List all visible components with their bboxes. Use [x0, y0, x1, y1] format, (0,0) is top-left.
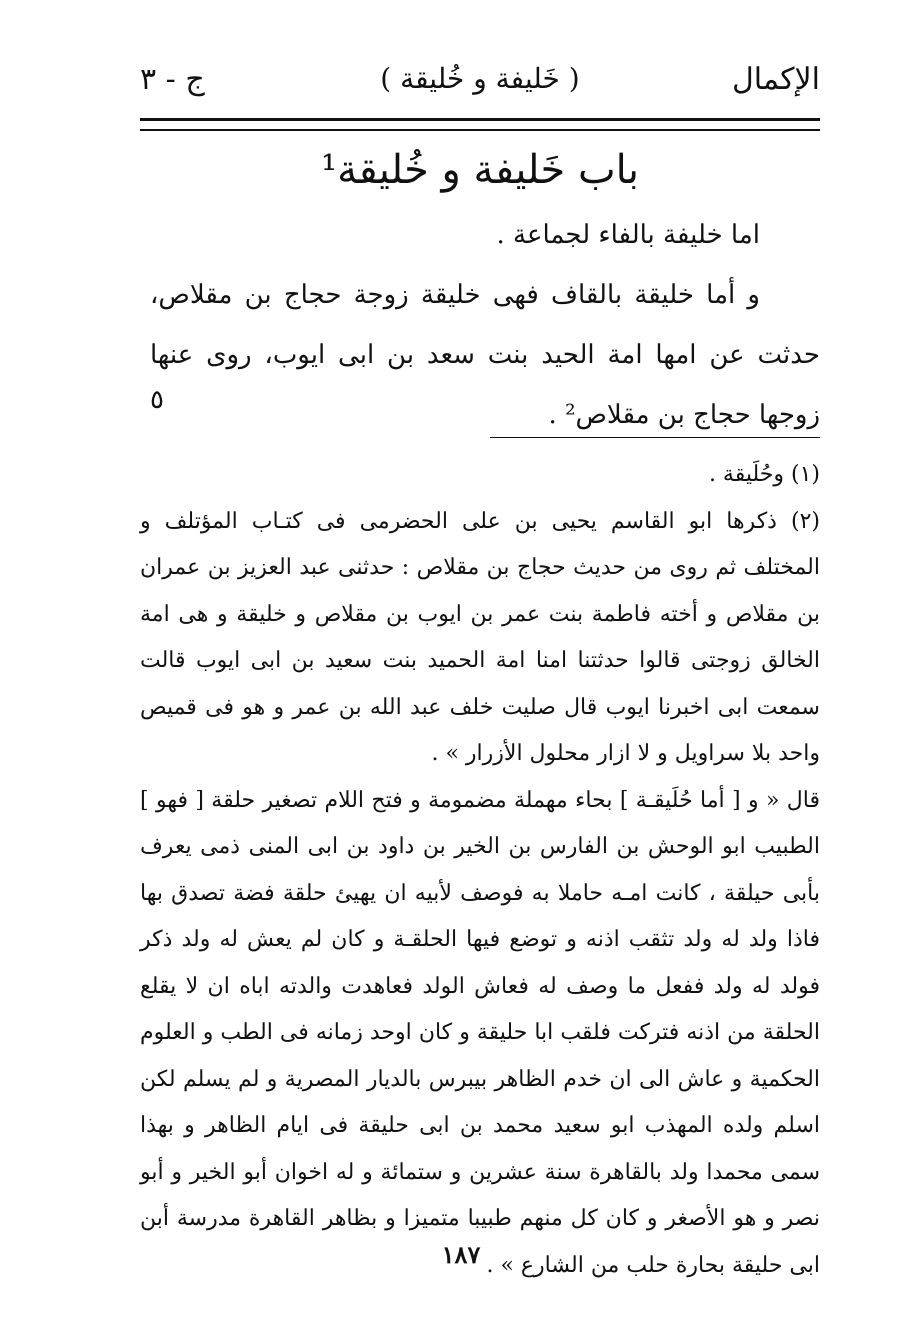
- footnote-2-continued: قال « و [ أما حُلَيقـة ] بحاء مهملة مضمومة و فتح اللام تصغير حلقة [ فهو ] الطبيب ابو الوحش بن الفارس بن الخير بن داود بن ابى المنى ذمى يعرف بأبى حيلقة ، كانت امـه حاملا به فوصف لأبيه ان يهيئ حلقة فضة تصدق بها فاذا ولد له ولد تثقب اذنه و توضع فيها الحلقـة و كان لم يعش له ولد ذكر فولد له ولد ففعل ما وصف له فعاش الولد فعاهدت والدته اباه ان لا يقلع الحلقة من اذنه فتركت فلقب ابا حليقة و كان اوحد زمانه فى الطب و العلوم الحكمية و عاش الى ان خدم الظاهر بيبرس بالديار المصرية و لم يسلم لكن اسلم ولده المهذب ابو سعيد محمد بن ابى حليقة فى ايام الظاهر و بهذا سمى محمدا ولد بالقاهرة سنة عشرين و ستمائة و له اخوان أبو الخير و أبو نصر و هو الأصغر و كان كل منهم طبيبا متميزا و بظاهر القاهرة مدرسة أبن ابى حليقة بحارة حلب من الشارع » .: [140, 787, 820, 1278]
- chapter-title: باب خَليفة و خُليقة¹: [321, 147, 639, 193]
- footnote-1: (١) وحُلَيقة .: [708, 462, 820, 487]
- volume-label: ج - ٣: [140, 62, 205, 97]
- footnotes: [140, 452, 820, 1289]
- main-text: [150, 205, 820, 445]
- margin-line-number: ٥: [150, 385, 164, 415]
- book-title: الإكمال: [731, 62, 820, 97]
- main-paragraph-2: و أما خليقة بالقاف فهى خليقة زوجة حجاج بن مقلاص، حدثت عن امها امة الحيد بنت سعد بن ابى ايوب، روى عنها زوجها حجاج بن مقلاص² .: [150, 280, 820, 430]
- main-paragraph-1: اما خليفة بالفاء لجماعة .: [496, 220, 760, 250]
- header-rule: [140, 118, 820, 131]
- running-header: [140, 62, 820, 112]
- footnote-separator: [490, 437, 820, 438]
- page-number: ١٨٧: [441, 1240, 481, 1269]
- footnote-2: (٢) ذكرها ابو القاسم يحيى بن على الحضرمى فى كتـاب المؤتلف و المختلف ثم روى من حديث حجاج بن مقلاص : حدثنى عبد العزيز بن عمران بن مقلاص و أخته فاطمة بنت عمر بن ايوب بن مقلاص و خليقة و هى امة الخالق زوجتى قالوا حدثتنا امنا امة الحميد بنت سعيد بن ابى ايوب قالت سمعت ابى اخبرنا ايوب قال صليت خلف عبد الله بن عمر و هو فى قميص واحد بلا سراويل و لا ازار محلول الأزرار » .: [140, 508, 820, 766]
- section-title: ( خَليفة و خُليقة ): [380, 62, 580, 95]
